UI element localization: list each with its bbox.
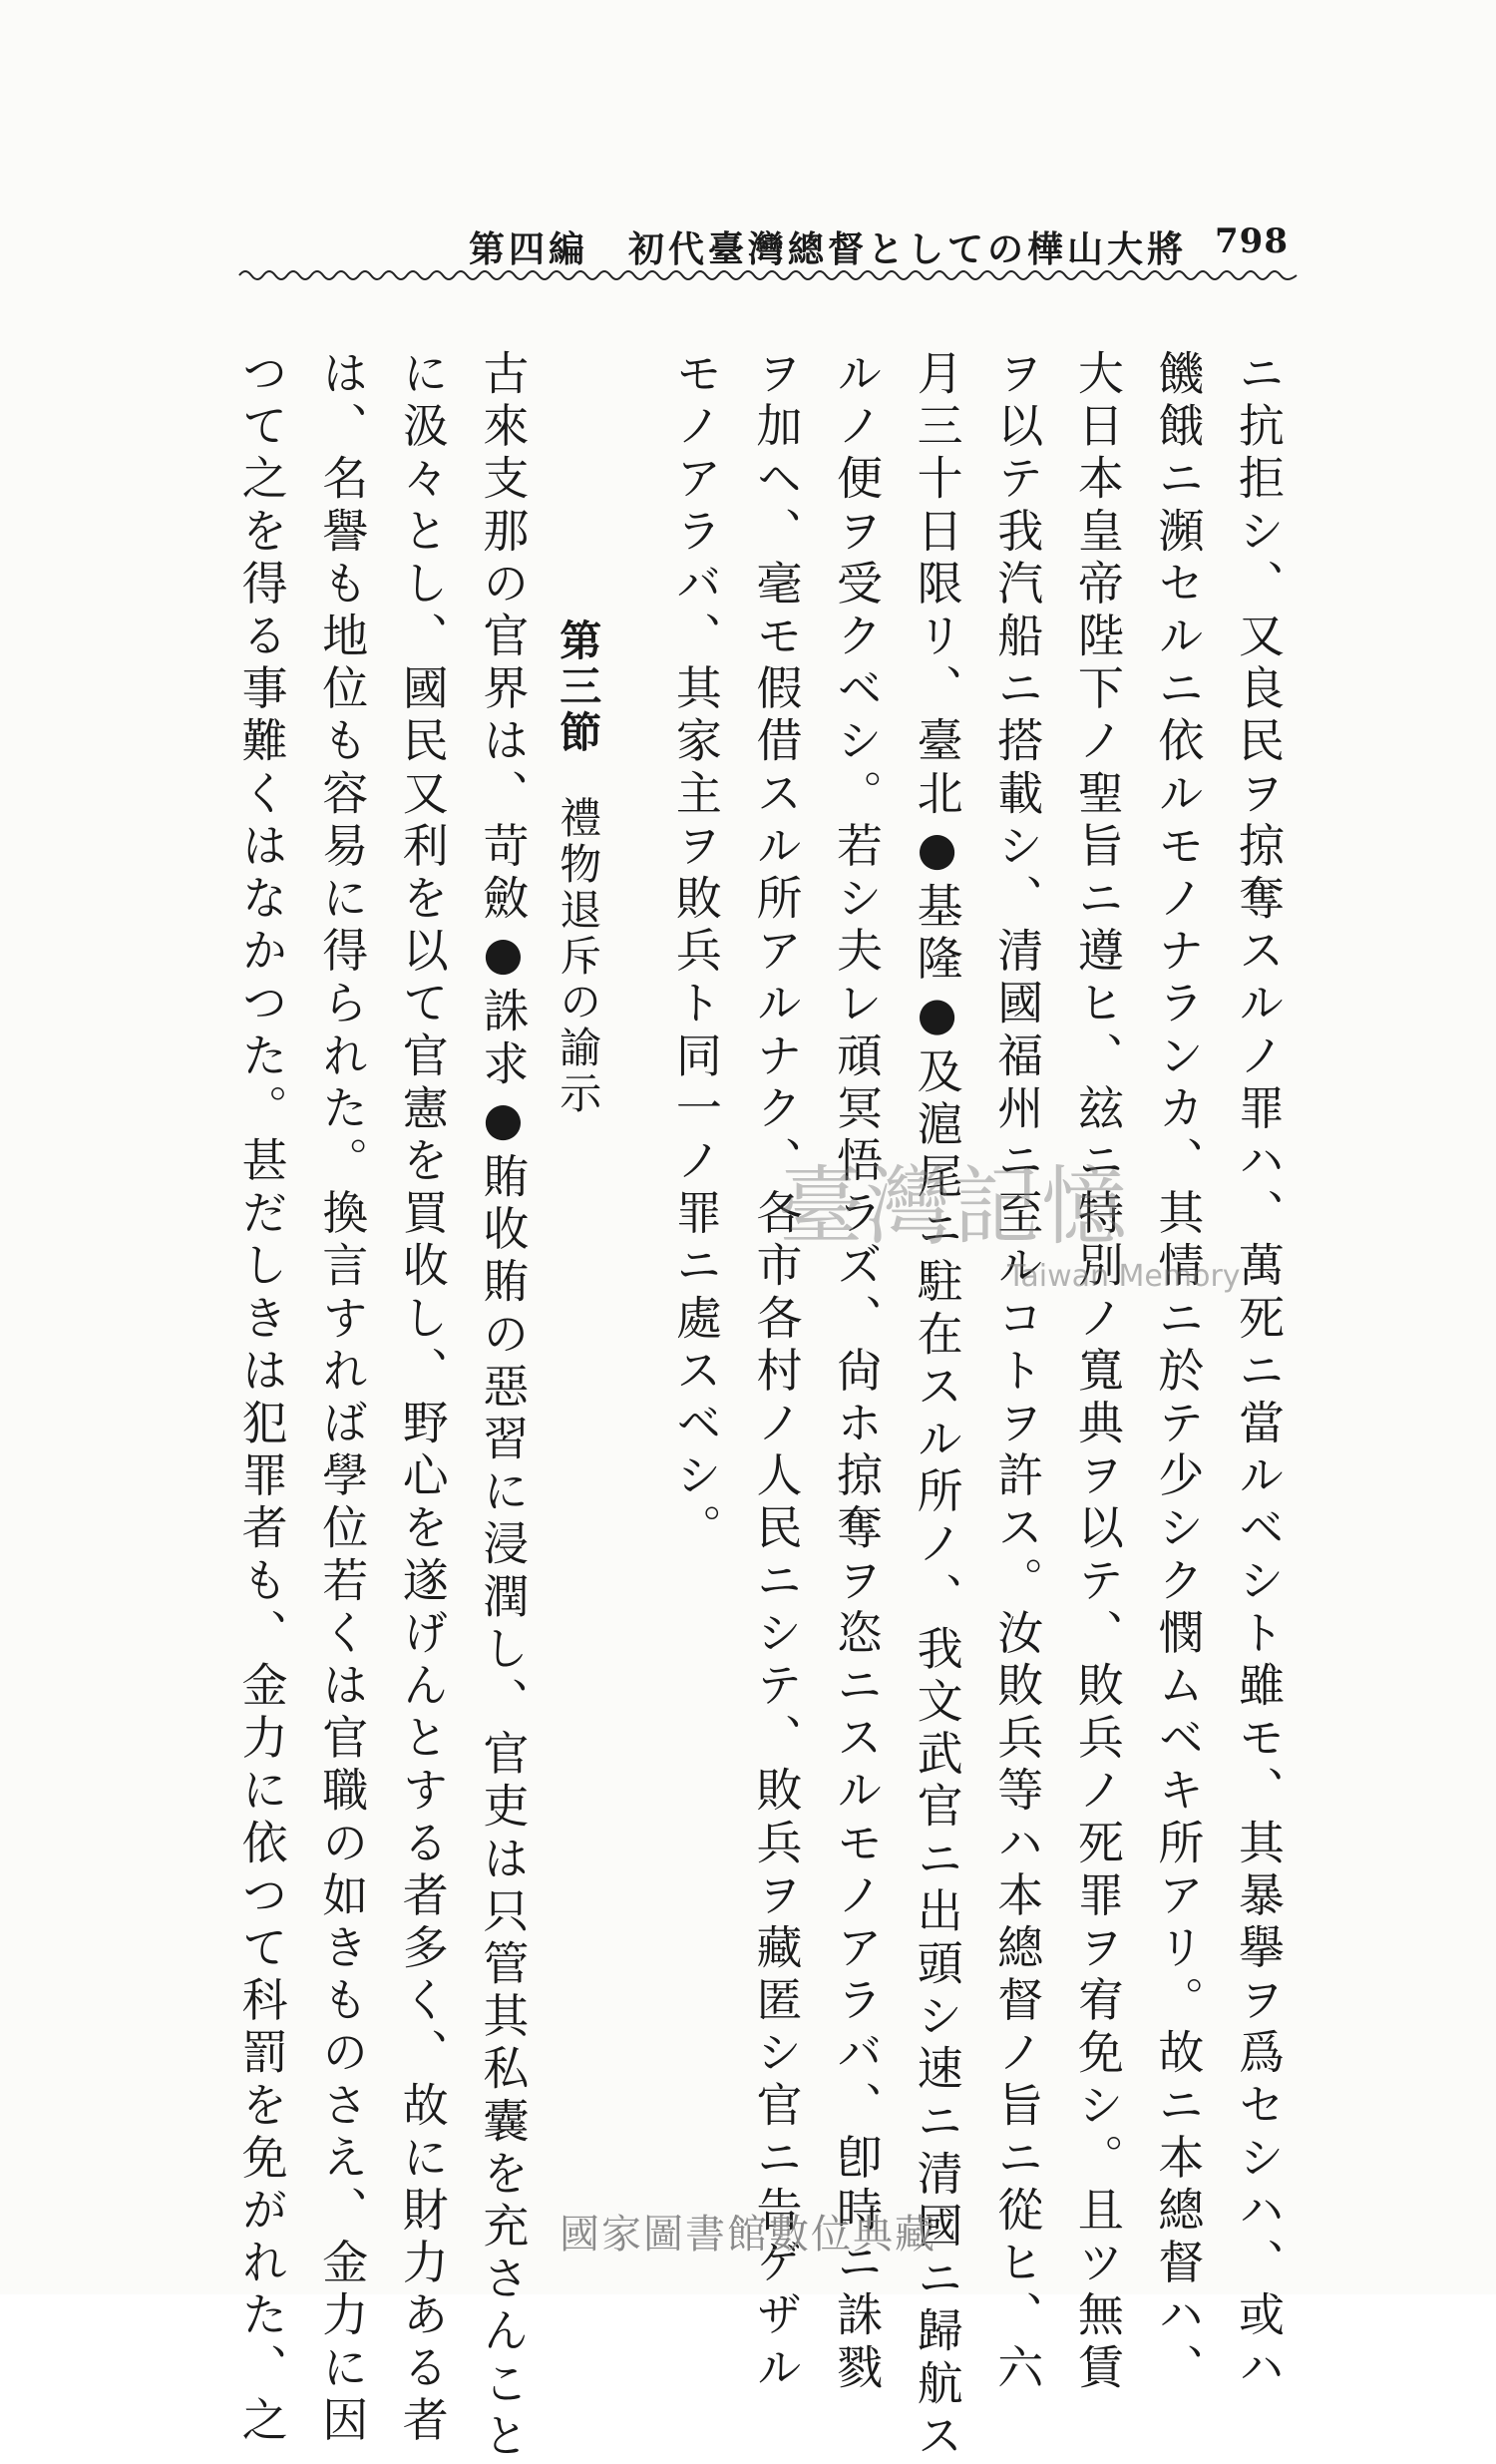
footer-credit: 國家圖書館數位典藏 <box>560 2212 936 2258</box>
text-column-6: ルノ便ヲ受クベシ。若シ夫レ頑冥悟ラズ、尙ホ掠奪ヲ恣ニスルモノアラバ、卽時ニ誅戮 <box>830 349 885 2396</box>
text-column-1: ニ抗拒シ、又良民ヲ掠奪スルノ罪ハ、萬死ニ當ルベシト雖モ、其暴擧ヲ爲セシハ、或ハ <box>1232 349 1286 2396</box>
header-wavy-rule <box>239 265 1297 285</box>
section-heading <box>552 349 603 2065</box>
text-column-3: 大日本皇帝陛下ノ聖旨ニ遵ヒ、玆ニ特別ノ寬典ヲ以テ、敗兵ノ死罪ヲ宥免シ。且ツ無賃 <box>1070 349 1125 2396</box>
text-column-2: 饑餓ニ瀕セルニ依ルモノナランカ、其情ニ於テ少シク憫ムベキ所アリ。故ニ本總督ハ、 <box>1151 349 1206 2396</box>
watermark-logo: 臺灣記憶 <box>778 1157 1129 1257</box>
text-column-11: は、名譽も地位も容易に得られた。換言すれば學位若くは官職の如きものさえ、金力に因 <box>315 349 370 2448</box>
page-number: 798 <box>1215 221 1289 261</box>
text-column-5: 月三十日限リ、臺北●基隆●及滬尾ニ駐在スル所ノ、我文武官ニ出頭シ速ニ清國ニ歸航ス <box>910 349 964 2464</box>
text-column-12: つて之を得る事難くはなかつた。甚だしきは犯罪者も、金力に依つて科罰を免がれた、之 <box>234 349 289 2448</box>
running-header: 第四編 初代臺灣總督としての樺山大將 <box>469 228 1188 270</box>
text-column-8: モノアラバ、其家主ヲ敗兵ト同一ノ罪ニ處スベシ。 <box>668 349 723 1556</box>
text-column-9: 古來支那の官界は、苛斂●誅求●賄收賄の惡習に浸潤し、官吏は只管其私囊を充さんこと <box>476 349 531 2464</box>
text-column-7: ヲ加ヘ、毫モ假借スル所アルナク、各市各村ノ人民ニシテ、敗兵ヲ藏匿シ官ニ告ゲザル <box>749 349 804 2396</box>
text-column-4: ヲ以テ我汽船ニ搭載シ、清國福州ニ至ルコトヲ許ス。汝敗兵等ハ本總督ノ旨ニ從ヒ、六 <box>990 349 1045 2396</box>
section-title: 禮物退斥の諭示 <box>554 796 603 1117</box>
text-column-10: に汲々とし、國民又利を以て官憲を買收し、野心を遂げんとする者多く、故に財力ある者 <box>395 349 450 2448</box>
watermark-subtext: Taiwan Memory <box>1007 1259 1241 1294</box>
section-number: 第三節 <box>554 618 603 756</box>
